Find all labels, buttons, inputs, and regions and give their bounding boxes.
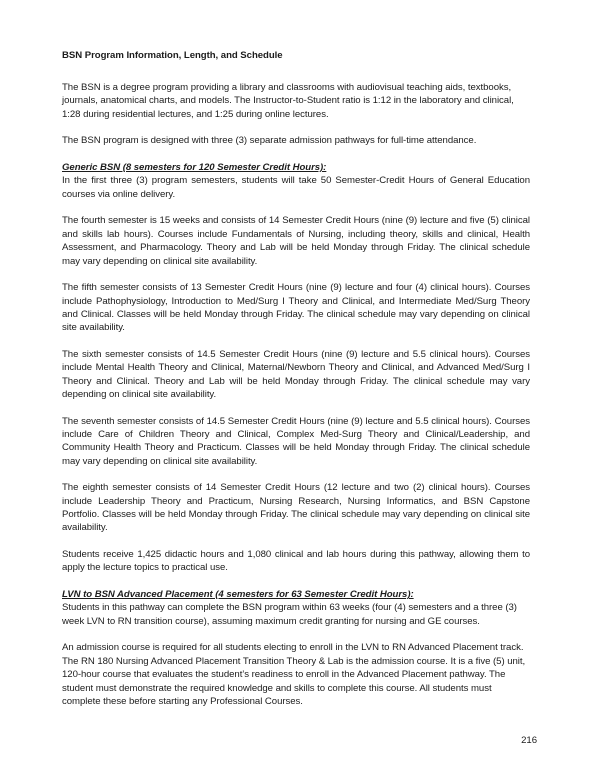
section-heading: Generic BSN (8 semesters for 120 Semester Credit Hours):: [62, 162, 327, 174]
body-paragraph: The BSN is a degree program providing a library and classrooms with audiovisual teaching aids, textbooks, journals, anatomical charts, and models. The Instructor-to-Student ratio is 1:12 in the laboratory and clinical, 1:28 during residential lectures, and 1:25 during online lectures.: [62, 82, 514, 120]
body-paragraph: The sixth semester consists of 14.5 Semester Credit Hours (nine (9) lecture and 5.5 clinical hours). Courses include Mental Health Theory and Clinical, Maternal/Newborn Theory and Clinical, and Advanced Med/Surg I Theory and Clinical. Theory and Lab will be held Monday through Friday. The clinical schedule may vary depending on clinical site availability.: [62, 348, 530, 400]
document-title: BSN Program Information, Length, and Schedule: [62, 50, 283, 61]
body-paragraph: The fifth semester consists of 13 Semester Credit Hours (nine (9) lecture and four (4) clinical hours). Courses include Pathophysiology, Introduction to Med/Surg I Theory and Clinical, and Intermediate Med/Surg Theory and Clinical. Classes will be held Monday through Friday. The clinical schedule may vary depending on clinical site availability.: [62, 282, 530, 334]
body-paragraph: An admission course is required for all students electing to enroll in the LVN to RN Advanced Placement track. The RN 180 Nursing Advanced Placement Transition Theory & Lab is the admission course. It is a five (5) unit, 120-hour course that evaluates the student’s readiness to enroll in the Advanced Placement pathway. The student must demonstrate the required knowledge and skills to complete this course. All students must complete these before starting any Professional Courses.: [62, 642, 526, 707]
body-paragraph: Students receive 1,425 didactic hours and 1,080 clinical and lab hours during this pathway, allowing them to apply the lecture topics to practical use.: [62, 549, 530, 574]
body-paragraph: The eighth semester consists of 14 Semester Credit Hours (12 lecture and two (2) clinical hours). Courses include Leadership Theory and Practicum, Nursing Research, Nursing Informatics, and BSN Capstone Portfolio. Classes will be held Monday through Friday. The clinical schedule may vary depending on clinical site availability.: [62, 482, 530, 534]
body-paragraph: Students in this pathway can complete the BSN program within 63 weeks (four (4) semesters and a three (3) week LVN to RN transition course), assuming maximum credit granting for nursing and GE courses.: [62, 602, 517, 627]
body-paragraph: The seventh semester consists of 14.5 Semester Credit Hours (nine (9) lecture and 5.5 clinical hours). Courses include Care of Children Theory and Clinical, Complex Med-Surg Theory and Clinical/Leadership, and Community Health Theory and Practicum. Classes will be held Monday through Friday. The clinical schedule may vary depending on clinical site availability.: [62, 415, 530, 467]
body-paragraph: In the first three (3) program semesters, students will take 50 Semester-Credit Hours of General Education courses via online delivery.: [62, 175, 530, 200]
section-heading: LVN to BSN Advanced Placement (4 semesters for 63 Semester Credit Hours):: [62, 589, 414, 601]
page-number: 216: [521, 734, 537, 746]
body-paragraph: The BSN program is designed with three (3) separate admission pathways for full-time attendance.: [62, 135, 477, 147]
document-content: [62, 49, 530, 708]
body-paragraph: The fourth semester is 15 weeks and consists of 14 Semester Credit Hours (nine (9) lecture and five (5) clinical and skills lab hours). Courses include Fundamentals of Nursing, including theory, skills and clinical, Health Assessment, and Pharmacology. Theory and Lab will be held Monday through Friday. The clinical schedule may vary depending on clinical site availability.: [62, 215, 530, 267]
